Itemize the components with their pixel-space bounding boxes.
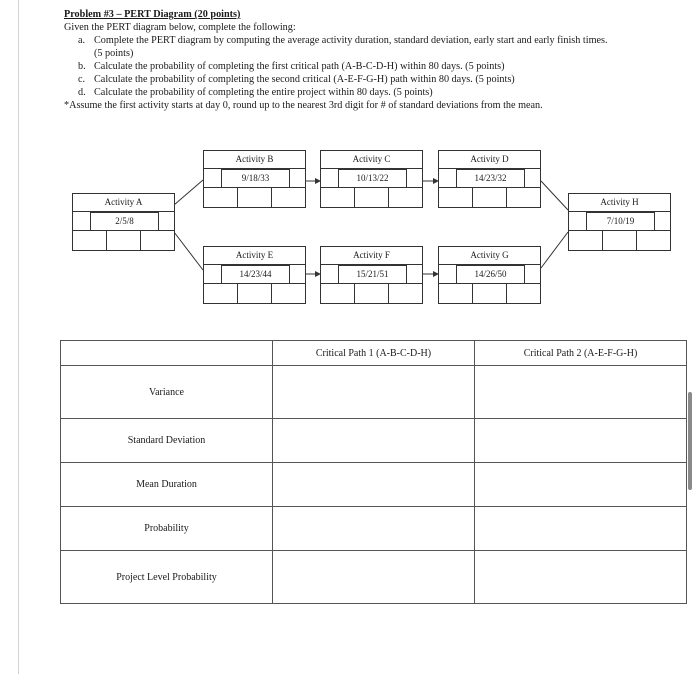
arrow-a-e: [174, 232, 203, 270]
activity-c-box: [320, 150, 423, 208]
assumption-note: *Assume the first activity starts at day 0, round up to the nearest 3rd digit for # of standard deviations from the mean.: [64, 100, 543, 111]
cell-variance-path2[interactable]: [475, 366, 687, 419]
row-label-mean-duration: Mean Duration: [61, 463, 273, 507]
activity-g-estimates: 14/26/50: [456, 265, 525, 284]
activity-h-estimates: 7/10/19: [586, 212, 655, 231]
arrow-a-b: [174, 180, 203, 205]
cell-sd-path1[interactable]: [273, 419, 475, 463]
activity-c-estimates: 10/13/22: [338, 169, 407, 188]
cell-project-probability-path2[interactable]: [475, 551, 687, 604]
activity-e-box: [203, 246, 306, 304]
cell-project-probability-path1[interactable]: [273, 551, 475, 604]
table-row: [61, 551, 687, 604]
activity-e-name: Activity E: [204, 247, 305, 265]
activity-f-name: Activity F: [321, 247, 422, 265]
row-label-standard-deviation: Standard Deviation: [61, 419, 273, 463]
activity-g-box: [438, 246, 541, 304]
row-label-probability: Probability: [61, 507, 273, 551]
arrow-d-h: [541, 181, 568, 210]
cell-mean-path1[interactable]: [273, 463, 475, 507]
activity-b-estimates: 9/18/33: [221, 169, 290, 188]
table-header-path1: Critical Path 1 (A-B-C-D-H): [273, 341, 475, 366]
problem-title: Problem #3 – PERT Diagram (20 points): [64, 9, 241, 20]
cell-sd-path2[interactable]: [475, 419, 687, 463]
activity-b-name: Activity B: [204, 151, 305, 169]
table-row: [61, 463, 687, 507]
intro-text: Given the PERT diagram below, complete the following:: [64, 22, 296, 33]
activity-f-estimates: 15/21/51: [338, 265, 407, 284]
activity-d-estimates: 14/23/32: [456, 169, 525, 188]
row-label-variance: Variance: [61, 366, 273, 419]
activity-d-name: Activity D: [439, 151, 540, 169]
activity-d-box: [438, 150, 541, 208]
activity-a-box: [72, 193, 175, 251]
cell-mean-path2[interactable]: [475, 463, 687, 507]
activity-e-estimates: 14/23/44: [221, 265, 290, 284]
cell-probability-path1[interactable]: [273, 507, 475, 551]
table-header-row: [61, 341, 687, 366]
table-row: [61, 419, 687, 463]
activity-c-name: Activity C: [321, 151, 422, 169]
activity-g-name: Activity G: [439, 247, 540, 265]
instruction-a-points: (5 points): [94, 48, 134, 59]
activity-a-estimates: 2/5/8: [90, 212, 159, 231]
table-header-path2: Critical Path 2 (A-E-F-G-H): [475, 341, 687, 366]
cell-probability-path2[interactable]: [475, 507, 687, 551]
activity-a-name: Activity A: [73, 194, 174, 212]
results-table: [60, 340, 687, 604]
instruction-c: c. Calculate the probability of completing the second critical (A-E-F-G-H) path within 80 days. (5 points): [78, 74, 515, 85]
instruction-a: a. Complete the PERT diagram by computing the average activity duration, standard deviation, early start and early finish times.: [78, 35, 608, 46]
instruction-d: d. Calculate the probability of completing the entire project within 80 days. (5 points): [78, 87, 433, 98]
table-row: [61, 507, 687, 551]
activity-f-box: [320, 246, 423, 304]
row-label-project-probability: Project Level Probability: [61, 551, 273, 604]
activity-h-name: Activity H: [569, 194, 670, 212]
table-header-blank: [61, 341, 273, 366]
instruction-b: b. Calculate the probability of completing the first critical path (A-B-C-D-H) within 80 days. (5 points): [78, 61, 505, 72]
arrow-g-h: [541, 232, 568, 268]
activity-b-box: [203, 150, 306, 208]
table-row: [61, 366, 687, 419]
activity-h-box: [568, 193, 671, 251]
cell-variance-path1[interactable]: [273, 366, 475, 419]
